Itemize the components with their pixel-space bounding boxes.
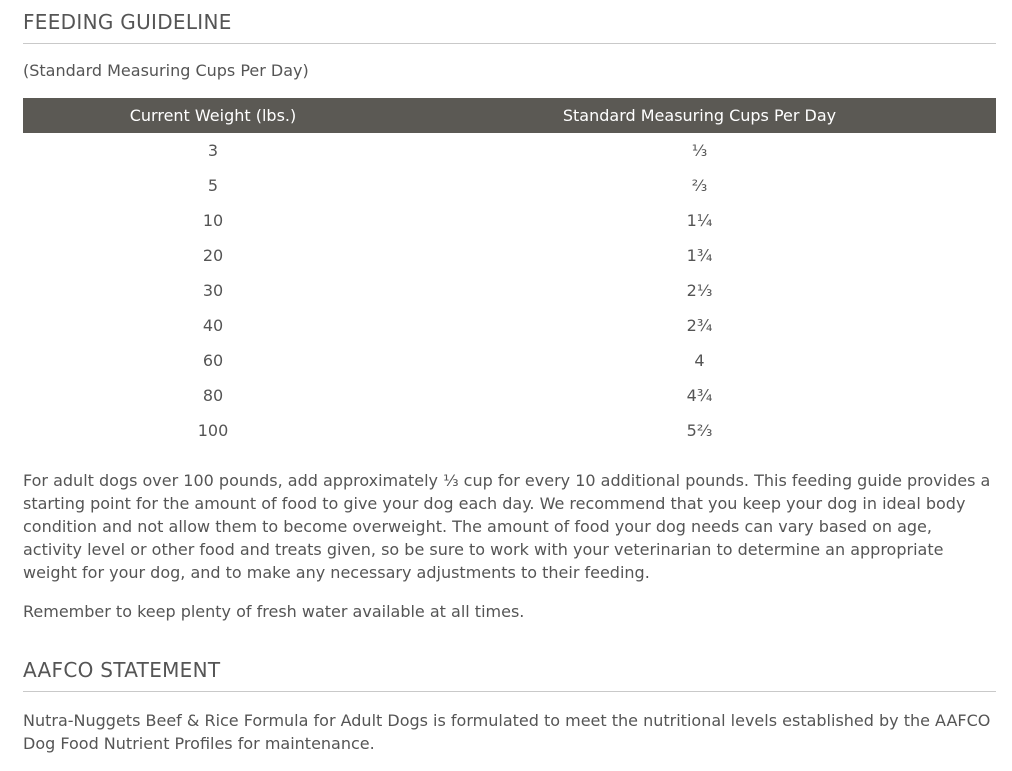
table-row: [23, 413, 996, 448]
aafco-statement-title: AAFCO STATEMENT: [23, 658, 221, 682]
table-row: [23, 273, 996, 308]
weight-cell: 100: [197, 421, 229, 440]
content-area: [23, 0, 996, 755]
cups-cell: 2⅓: [686, 281, 713, 300]
weight-cell: 10: [202, 211, 224, 230]
weight-cell: 20: [202, 246, 224, 265]
column-header-weight: Current Weight (lbs.): [23, 98, 403, 133]
water-note: Remember to keep plenty of fresh water available at all times.: [23, 602, 525, 621]
table-row: [23, 238, 996, 273]
weight-cell: 3: [207, 141, 219, 160]
cups-cell: 5⅔: [686, 421, 713, 440]
aafco-statement-text: Nutra-Nuggets Beef & Rice Formula for Adult Dogs is formulated to meet the nutritional levels established by the AAFCO Dog Food Nutrient Profiles for maintenance.: [23, 711, 991, 753]
cups-cell: ⅓: [691, 141, 708, 160]
weight-cell: 80: [202, 386, 224, 405]
cups-cell: 4: [694, 351, 705, 370]
table-row: [23, 168, 996, 203]
section-divider: [23, 43, 996, 44]
feeding-note: For adult dogs over 100 pounds, add approximately ⅓ cup for every 10 additional pounds. This feeding guide provides a starting point for the amount of food to give your dog each day. We recommend that you keep your dog in ideal body condition and not allow them to become overweight. The amount of food your dog needs can vary based on age, activity level or other food and treats given, so be sure to work with your veterinarian to determine an appropriate weight for your dog, and to make any necessary adjustments to their feeding.: [23, 471, 991, 582]
table-header-row: [23, 98, 996, 133]
feeding-table: [23, 98, 996, 448]
column-header-cups: Standard Measuring Cups Per Day: [403, 98, 996, 133]
section-divider: [23, 691, 996, 692]
cups-cell: 1¾: [686, 246, 713, 265]
weight-cell: 5: [207, 176, 219, 195]
cups-cell: 2¾: [686, 316, 713, 335]
weight-cell: 40: [202, 316, 224, 335]
weight-cell: 30: [202, 281, 224, 300]
feeding-guideline-title: FEEDING GUIDELINE: [23, 10, 232, 34]
table-row: [23, 378, 996, 413]
table-row: [23, 343, 996, 378]
table-row: [23, 203, 996, 238]
cups-cell: 4¾: [686, 386, 713, 405]
table-row: [23, 133, 996, 168]
table-row: [23, 308, 996, 343]
feeding-subtitle: (Standard Measuring Cups Per Day): [23, 61, 309, 80]
cups-cell: ⅔: [691, 176, 708, 195]
cups-cell: 1¼: [686, 211, 713, 230]
weight-cell: 60: [202, 351, 224, 370]
